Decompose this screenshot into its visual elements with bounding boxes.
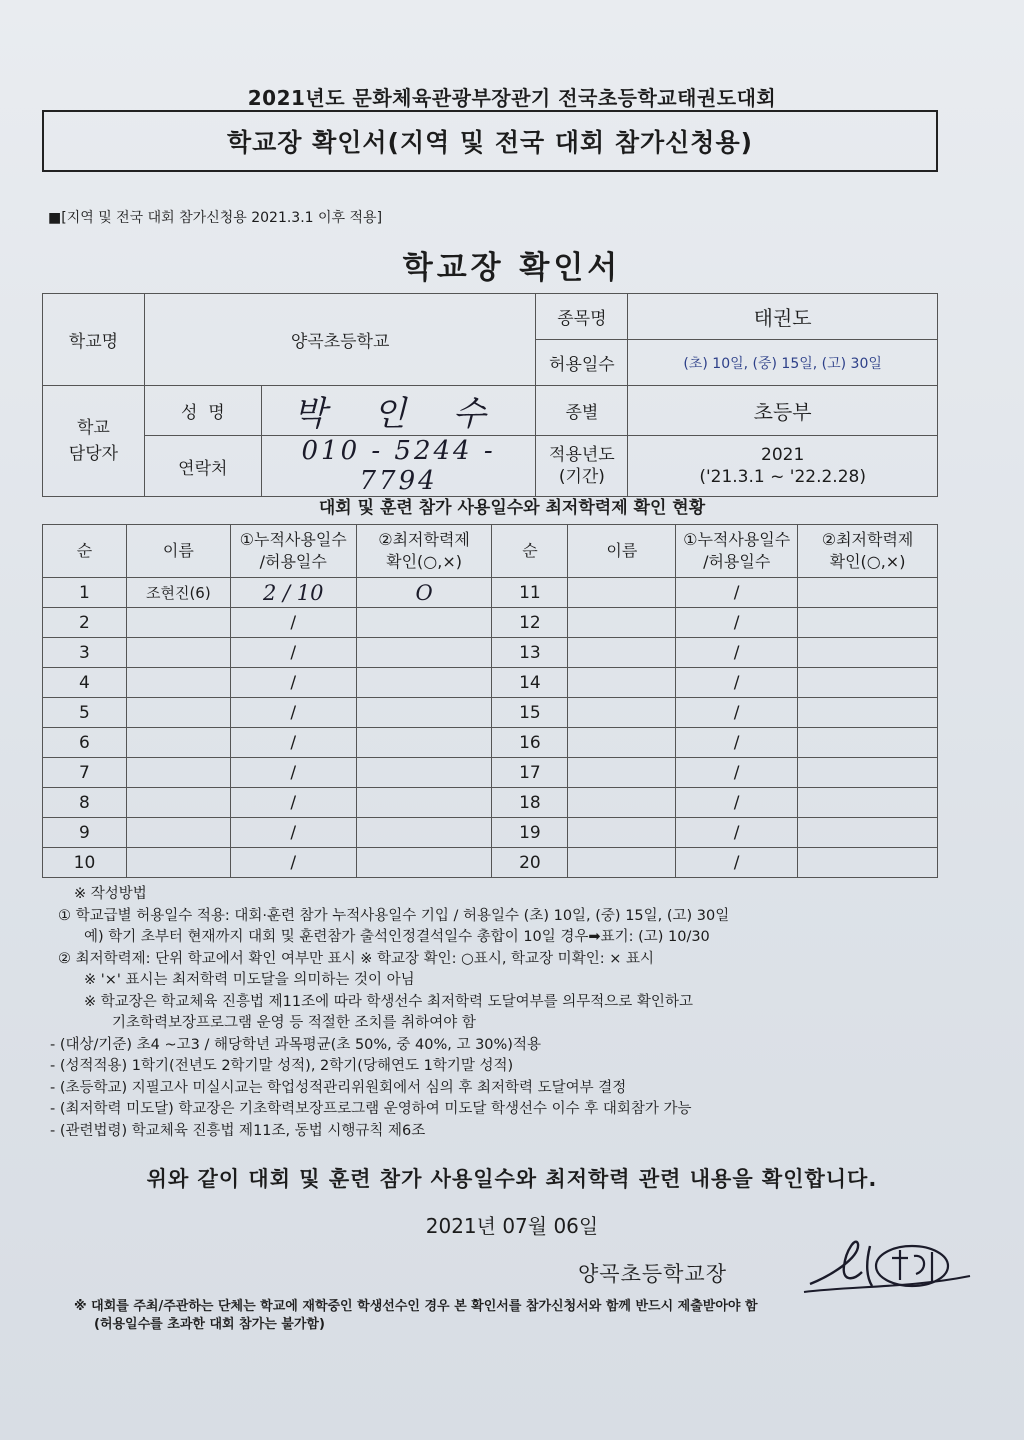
issue-date: 2021년 07월 06일 xyxy=(425,1214,599,1238)
cell-days-left: 2 / 10 xyxy=(230,578,356,608)
confirm-statement: 위와 같이 대회 및 훈련 참가 사용일수와 최저학력 관련 내용을 확인합니다. xyxy=(146,1167,878,1191)
cell-days-left: / xyxy=(230,668,356,698)
table-row xyxy=(43,578,938,608)
cell-no-right: 12 xyxy=(492,608,568,638)
cell-academic-left xyxy=(356,758,492,788)
cell-academic-left xyxy=(356,848,492,878)
cell-no-left: 6 xyxy=(43,728,127,758)
division-value: 초등부 xyxy=(628,386,938,436)
cell-name-left xyxy=(126,638,230,668)
cell-academic-right xyxy=(798,818,938,848)
table-row xyxy=(43,728,938,758)
cell-academic-right xyxy=(798,668,938,698)
name-label: 성 명 xyxy=(144,386,261,436)
event-value: 태권도 xyxy=(628,294,938,340)
header-no-left: 순 xyxy=(43,525,127,578)
cell-name-right xyxy=(568,668,676,698)
instruction-line: - (성적적용) 1학기(전년도 2학기말 성적), 2학기(당해연도 1학기말 성적) xyxy=(50,1058,514,1074)
cell-days-right: / xyxy=(676,578,798,608)
cell-academic-right xyxy=(798,608,938,638)
cell-days-right: / xyxy=(676,668,798,698)
year-cell xyxy=(628,436,938,497)
instruction-line: ※ 학교장은 학교체육 진흥법 제11조에 따라 학생선수 최저학력 도달여부를 의무적으로 확인하고 xyxy=(84,993,693,1010)
cell-days-right: / xyxy=(676,818,798,848)
header-no-right: 순 xyxy=(492,525,568,578)
cell-no-right: 11 xyxy=(492,578,568,608)
students-table xyxy=(42,524,938,878)
cell-no-left: 1 xyxy=(43,578,127,608)
cell-no-left: 9 xyxy=(43,818,127,848)
cell-name-left xyxy=(126,668,230,698)
table-header-row xyxy=(43,525,938,578)
footnote-line-2: (허용일수를 초과한 대회 참가는 불가함) xyxy=(94,1317,325,1332)
table-row xyxy=(43,698,938,728)
notice-line: ■[지역 및 전국 대회 참가신청용 2021.3.1 이후 적용] xyxy=(48,210,383,226)
cell-days-left: / xyxy=(230,728,356,758)
cell-name-left xyxy=(126,848,230,878)
cell-no-left: 10 xyxy=(43,848,127,878)
cell-academic-left xyxy=(356,728,492,758)
cell-academic-right xyxy=(798,788,938,818)
cell-name-right xyxy=(568,728,676,758)
table-row xyxy=(43,668,938,698)
signer-name: 양곡초등학교장 xyxy=(578,1262,728,1286)
event-label: 종목명 xyxy=(536,294,628,340)
cell-no-right: 18 xyxy=(492,788,568,818)
instruction-line: - (초등학교) 지필고사 미실시교는 학업성적관리위원회에서 심의 후 최저학력 도달여부 결정 xyxy=(50,1079,627,1096)
instruction-line: ※ '×' 표시는 최저학력 미도달을 의미하는 것이 아님 xyxy=(84,972,415,988)
instruction-line: ① 학교급별 허용일수 적용: 대회·훈련 참가 누적사용일수 기입 / 허용일수 (초) 10일, (중) 15일, (고) 30일 xyxy=(58,907,730,924)
cell-no-right: 13 xyxy=(492,638,568,668)
cell-no-right: 15 xyxy=(492,698,568,728)
division-label: 종별 xyxy=(536,386,628,436)
cell-days-left: / xyxy=(230,758,356,788)
manager-label: 학교 담당자 xyxy=(43,386,145,497)
header-name-right: 이름 xyxy=(568,525,676,578)
period-value: ('21.3.1 ~ '22.2.28) xyxy=(699,467,866,487)
info-table xyxy=(42,293,938,497)
contact-value: 010 - 5244 - 7794 xyxy=(261,436,536,497)
cell-name-left xyxy=(126,698,230,728)
cell-no-right: 16 xyxy=(492,728,568,758)
cell-academic-left xyxy=(356,668,492,698)
cell-academic-left xyxy=(356,698,492,728)
cell-academic-right xyxy=(798,698,938,728)
cell-academic-right xyxy=(798,848,938,878)
cell-no-right: 20 xyxy=(492,848,568,878)
cell-days-right: / xyxy=(676,728,798,758)
cell-academic-right xyxy=(798,638,938,668)
table-caption: 대회 및 훈련 참가 사용일수와 최저학력제 확인 현황 xyxy=(318,498,706,518)
school-label: 학교명 xyxy=(43,294,145,386)
instruction-line: - (대상/기준) 초4 ~고3 / 해당학년 과목평균(초 50%, 중 40%, 고 30%)적용 xyxy=(50,1036,541,1053)
cell-name-left: 조현진(6) xyxy=(126,578,230,608)
table-row xyxy=(43,788,938,818)
header-name-left: 이름 xyxy=(126,525,230,578)
instructions xyxy=(50,884,938,1142)
box-title: 학교장 확인서(지역 및 전국 대회 참가신청용) xyxy=(226,128,754,157)
year-value: 2021 xyxy=(761,445,805,465)
cell-name-right xyxy=(568,608,676,638)
cell-academic-left: O xyxy=(356,578,492,608)
cell-days-left: / xyxy=(230,608,356,638)
cell-days-left: / xyxy=(230,788,356,818)
allowed-label: 허용일수 xyxy=(536,340,628,386)
principal-signature xyxy=(800,1236,976,1298)
cell-days-left: / xyxy=(230,638,356,668)
cell-no-left: 8 xyxy=(43,788,127,818)
cell-no-right: 19 xyxy=(492,818,568,848)
cell-days-left: / xyxy=(230,848,356,878)
cell-days-left: / xyxy=(230,818,356,848)
instruction-line: - (관련법령) 학교체육 진흥법 제11조, 동법 시행규칙 제6조 xyxy=(50,1122,426,1139)
instruction-line: 기초학력보장프로그램 운영 등 적절한 조치를 취하여야 함 xyxy=(112,1015,476,1031)
instruction-heading: ※ 작성방법 xyxy=(74,886,147,902)
cell-name-left xyxy=(126,788,230,818)
event-title: 2021년도 문화체육관광부장관기 전국초등학교태권도대회 xyxy=(247,86,777,110)
table-row xyxy=(43,608,938,638)
cell-days-right: / xyxy=(676,608,798,638)
cell-days-right: / xyxy=(676,698,798,728)
cell-academic-right xyxy=(798,578,938,608)
allowed-value: (초) 10일, (중) 15일, (고) 30일 xyxy=(628,340,938,386)
cell-name-right xyxy=(568,818,676,848)
cell-name-right xyxy=(568,848,676,878)
manager-name: 박 인 수 xyxy=(261,386,536,436)
cell-no-left: 3 xyxy=(43,638,127,668)
cell-no-left: 2 xyxy=(43,608,127,638)
table-row xyxy=(43,818,938,848)
instruction-line: ② 최저학력제: 단위 학교에서 확인 여부만 표시 ※ 학교장 확인: ○표시, 학교장 미확인: × 표시 xyxy=(58,950,654,967)
year-label: 적용년도 (기간) xyxy=(536,436,628,497)
cell-no-left: 5 xyxy=(43,698,127,728)
table-row xyxy=(43,638,938,668)
cell-academic-left xyxy=(356,818,492,848)
main-title: 학교장 확인서 xyxy=(402,250,622,286)
cell-name-left xyxy=(126,608,230,638)
header-days-left: ①누적사용일수 /허용일수 xyxy=(230,525,356,578)
cell-name-right xyxy=(568,578,676,608)
header-days-right: ①누적사용일수 /허용일수 xyxy=(676,525,798,578)
cell-no-right: 17 xyxy=(492,758,568,788)
header-academic-right: ②최저학력제 확인(○,×) xyxy=(798,525,938,578)
cell-academic-left xyxy=(356,638,492,668)
contact-label: 연락처 xyxy=(144,436,261,497)
cell-name-right xyxy=(568,758,676,788)
cell-days-right: / xyxy=(676,758,798,788)
header-academic-left: ②최저학력제 확인(○,×) xyxy=(356,525,492,578)
cell-days-right: / xyxy=(676,638,798,668)
table-row xyxy=(43,848,938,878)
cell-academic-right xyxy=(798,728,938,758)
cell-academic-left xyxy=(356,788,492,818)
school-name: 양곡초등학교 xyxy=(144,294,536,386)
cell-academic-left xyxy=(356,608,492,638)
footnote-line-1: ※ 대회를 주최/주관하는 단체는 학교에 재학중인 학생선수인 경우 본 확인서를 참가신청서와 함께 반드시 제출받아야 함 xyxy=(74,1299,758,1314)
cell-name-right xyxy=(568,788,676,818)
cell-name-left xyxy=(126,818,230,848)
cell-name-left xyxy=(126,758,230,788)
cell-academic-right xyxy=(798,758,938,788)
cell-no-right: 14 xyxy=(492,668,568,698)
cell-days-left: / xyxy=(230,698,356,728)
title-box xyxy=(42,110,938,172)
table-row xyxy=(43,758,938,788)
instruction-line: 예) 학기 초부터 현재까지 대회 및 훈련참가 출석인정결석일수 총합이 10일 경우➡표기: (고) 10/30 xyxy=(84,929,710,945)
cell-no-left: 7 xyxy=(43,758,127,788)
cell-days-right: / xyxy=(676,848,798,878)
footnote xyxy=(76,1298,956,1334)
instruction-line: - (최저학력 미도달) 학교장은 기초학력보장프로그램 운영하여 미도달 학생선수 이수 후 대회참가 가능 xyxy=(50,1101,692,1117)
cell-days-right: / xyxy=(676,788,798,818)
cell-name-right xyxy=(568,638,676,668)
cell-name-right xyxy=(568,698,676,728)
cell-no-left: 4 xyxy=(43,668,127,698)
cell-name-left xyxy=(126,728,230,758)
